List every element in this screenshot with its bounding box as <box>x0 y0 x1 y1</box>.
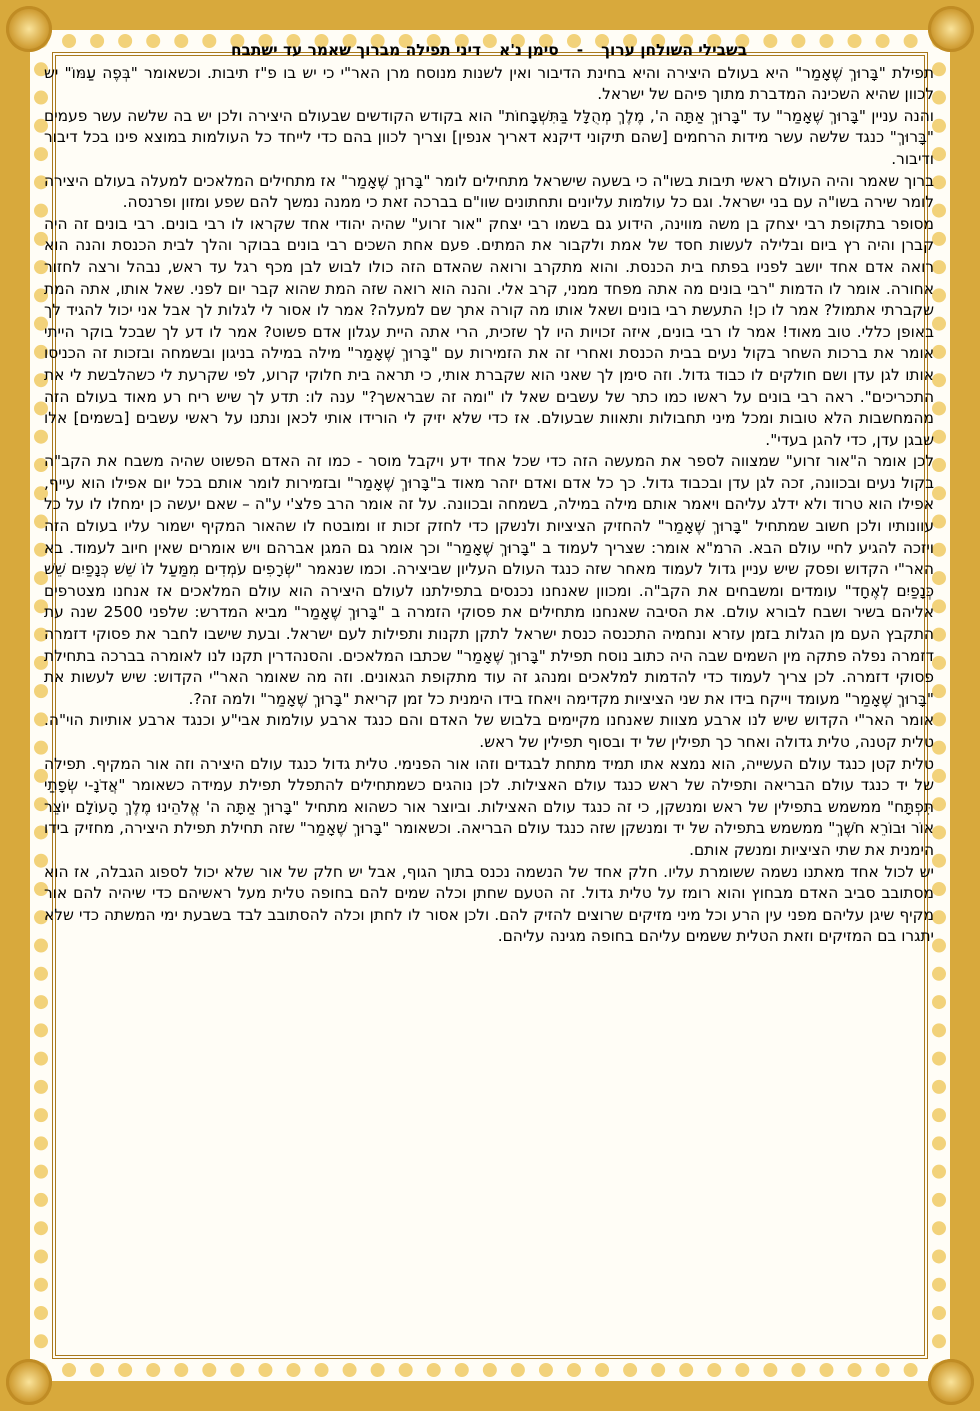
paragraph: יש לכול אחד מאתנו נשמה ששומרת עליו. חלק אחד של הנשמה נכנס בתוך הגוף, אבל יש חלק של אור שלא יכול לספוג הגבלה, אז הוא מסתובב סביב האדם מבחוץ והוא רומז על טלית גדול. זה הטעם שחתן וכלה שמים להם בחופה טלית מעל ראשיהם כדי שיהיה להם אור מקיף שיגן עליהם מפני עין הרע וכל מיני מזיקים שרוצים להזיק להם. ולכן אסור לו לחתן וכלה להסתובב לבד בשבעת ימי המשתה כדי שלא יתגרו בם המזיקים וזאת הטלית ששמים עליהם בחופה מגינה עליהם. <box>44 862 934 946</box>
paragraph: והנה עניין "בָּרוּךְ שֶׁאָמַר" עד "בָּרוּךְ אַתָּה ה', מֶלֶךְ מְהֻלָּל בַּתִּשְׁבָּחוֹת" הוא בקודש הקודשים שבעולם היצירה ולכן יש בה שלשה עשר פעמים "בָּרוּךְ" כנגד שלשה עשר מידות הרחמים [שהם תיקוני דיקנא דאריך אנפין] וצריך לכוון בהם כדי לייחד כל העולמות במוצא פינו בכל דיבור ודיבור. <box>44 106 934 168</box>
document-body <box>44 40 934 1368</box>
header-topic: דיני תפילה מברוך שאמר עד ישתבח <box>230 41 482 59</box>
page-header <box>44 40 934 62</box>
paragraph: מסופר בתקופת רבי יצחק בן משה מווינה, הידוע גם בשמו רבי יצחק "אור זרוע" שהיה יהודי אחד שקראו לו רבי בונים. רבי בונים זה היה קברן והיה רץ ביום ובלילה לעשות חסד של אמת ולקבור את המתים. פעם אחת השכים רבי בונים בבוקר והלך לבית הכנסת והנה הוא רואה אדם אחד יושב לפניו בפתח בית הכנסת. והוא מתקרב ורואה שהאדם הזה כולו לבוש לבן מכף רגל עד ראש, נבהל ורצה לחזור אחורה. אומר לו הדמות "רבי בונים מה אתה מפחד ממני, קרב אלי. והנה הוא רואה שזה המת שהוא קבר יום לפני. שאל אותו, אתה המת שקברתי אתמול? אמר לו כן! התעשת רבי בונים ושאל אותו מה קורה אתך שם למעלה? אמר לו אסור לי לגלות לך אבל אני יכול להגיד לך באופן כללי. טוב מאוד! אמר לו רבי בונים, איזה זכויות היו לך שזכית, הרי אתה היית עגלון אדם פשוט? אמר לו דע לך שבכל בוקר הייתי אומר את ברכות השחר בקול נעים בבית הכנסת ואחרי זה את הזמירות עם "בָּרוּךְ שֶׁאָמַר" מילה במילה בניגון ובשמחה ובזכות זה הכניסו אותו לגן עדן ושם חולקים לו כבוד גדול. וזה סימן לך שאני הוא שקברת אותי, כי תראה בית חלוקי קרוע, לפי שקרעת לי כשהלבשת לי את התכריכים". ראה רבי בונים על ראשו כמו כתר של עשבים שאל לו "ומה זה שבראשך?" ענה לו: תדע לך שיש ריח רע מאוד בעולם הזה מהמחשבות הלא טובות ומכל מיני תחבולות ותאוות שבעולם. אז כדי שלא יזיק לי הורידו אותי לכאן ונתנו על ראשי עשבים [בשמים] אלו שבגן עדן, כדי להגן בעדי". <box>44 214 934 449</box>
header-siman: סימן נ'א <box>499 41 559 59</box>
corner-ornament-icon <box>928 6 974 52</box>
paragraph: ברוך שאמר והיה העולם ראשי תיבות בשו"ה כי בשעה שישראל מתחילים לומר "בָּרוּךְ שֶׁאָמַר" אז מתחילים המלאכים למעלה בעולם היצירה לומר שירה בשו"ה עם בני ישראל. וגם כל עולמות עליונים ותחתונים שוו"ם בברכה זאת כי ממנה נמשך להם שפע ומזון ופרנסה. <box>44 171 934 212</box>
paragraph: אומר האר"י הקדוש שיש לנו ארבע מצוות שאנחנו מקיימים בלבוש של האדם והם כנגד ארבע עולמות אבי"ע וכנגד ארבע אותיות הוי"ה. טלית קטנה, טלית גדולה ואחר כך תפילין של יד ובסוף תפילין של ראש. <box>44 711 934 751</box>
header-series: בשבילי השולחן ערוך <box>601 41 748 59</box>
corner-ornament-icon <box>928 1359 974 1405</box>
paragraph: טלית קטן כנגד עולם העשייה, הוא נמצא אתו תמיד מתחת לבגדים וזהו אור הפנימי. טלית גדול כנגד עולם היצירה וזה אור המקיף. תפילה של יד כנגד עולם הבריאה ותפילה של ראש כנגד עולם האצילות. לכן נוהגים כשמתחילים להתפלל תפילת עמידה כשאומר "אֲדֹנָ-י שְׂפָתַי תִּפְתָּח" ממשמש בתפילין של ראש ומנשקן, כי זה כנגד עולם האצילות. וביוצר אור כשהוא מתחיל "בָּרוּךְ אַתָּה ה' אֱלֹהֵינוּ מֶלֶךְ הָעוֹלָם יוֹצֵר אוֹר וּבוֹרֵא חֹשֶׁךְ" ממשמש בתפילה של יד ומנשקן שזה כנגד עולם הבריאה. וכשאומר "בָּרוּךְ שֶׁאָמַר" שזה תחילת תפילת היצירה, מחזיק בידו הימנית את שתי הציציות ומנשק אותם. <box>44 754 934 859</box>
header-separator: - <box>576 41 584 59</box>
paragraph: לכן אומר ה"אור זרוע" שמצווה לספר את המעשה הזה כדי שכל אחד ידע ויקבל מוסר - כמו זה האדם הפשוט שהיה משבח את הקב"ה בקול נעים ובכוונה, זכה לגן עדן ובכבוד גדול. כך כל אדם ואדם יזהר מאוד ב"בָּרוּךְ שֶׁאָמַר" ובזמירות לומר אותם בכל יום אפילו הוא עייף, אפילו הוא טרוד ולא ידלג עליהם ויאמר אותם מילה במילה, בשמחה ובכוונה. על זה אומר הרב פלצ'י ע"ה – שאם יעשה כן ימחלו לו על כל עוונותיו ולכן חשוב שמתחיל "בָּרוּךְ שֶׁאָמַר" להחזיק הציציות ולנשקן כדי לחזק זכות זו ומובטח לו שהאור המקיף ישמור עליו בעולם הזה ויזכה להגיע לחיי עולם הבא. הרמ"א אומר: שצריך לעמוד ב "בָּרוּךְ שֶׁאָמַר" וכך אומר גם המגן אברהם ויש אומרים שאין חיוב לעמוד. בא האר"י הקדוש ופסק שיש עניין גדול לעמוד מאחר שזה כנגד העולם העליון שביצירה. וכמו שנאמר "שְׂרָפִים עֹמְדִים מִמַּעַל לוֹ שֵׁשׁ כְּנָפַיִם שֵׁשׁ כְּנָפַיִם לְאֶחָד" עומדים ומשבחים את הקב"ה. ומכוון שאנחנו נכנסים בתפילתנו לעולם היצירה הוא עולם המלאכים אז אנחנו מצטרפים אליהם בשיר ושבח לבורא עולם. את הסיבה שאנחנו מתחילים את פסוקי הזמרה ב "בָּרוּךְ שֶׁאָמַר" מביא המדרש: שלפני 2500 שנה עת התקבץ העם מן הגלות בזמן עזרא ונחמיה התכנסה כנסת ישראל לתקן תקנות ותפילות לעם ישראל. ובעת שישבו לחבר את פסוקי דזמרה דזמרה נפלה פתקה מין השמים שבה היה כתוב נוסח תפילת "בָּרוּךְ שֶׁאָמַר" שכתבו המלאכים. והסנהדרין תקנו לנו לאומרה בברכה בתחילת פסוקי דזמרה. לכן צריך לעמוד כדי להדמות למלאכים ומנהג זה עוד מתקופת הגאונים. וזה מה שאומר האר"י הקדוש: שיש לעשות את "בָּרוּךְ שֶׁאָמַר" מעומד וייקח בידו את שני הציציות מקדימה ויאחז בידו הימנית כל זמן קריאת "בָּרוּךְ שֶׁאָמַר" ולמה זה?. <box>44 452 934 708</box>
paragraph: תפילת "בָּרוּךְ שֶׁאָמַר" היא בעולם היצירה והיא בחינת הדיבור ואין לשנות מנוסח מרן האר"י כי יש בו פ"ז תיבות. וכשאומר "בְּפֶה עַמּוֹ" יש לכוון שהיא השכינה המדברת מתוך פיהם של ישראל. <box>44 63 934 104</box>
